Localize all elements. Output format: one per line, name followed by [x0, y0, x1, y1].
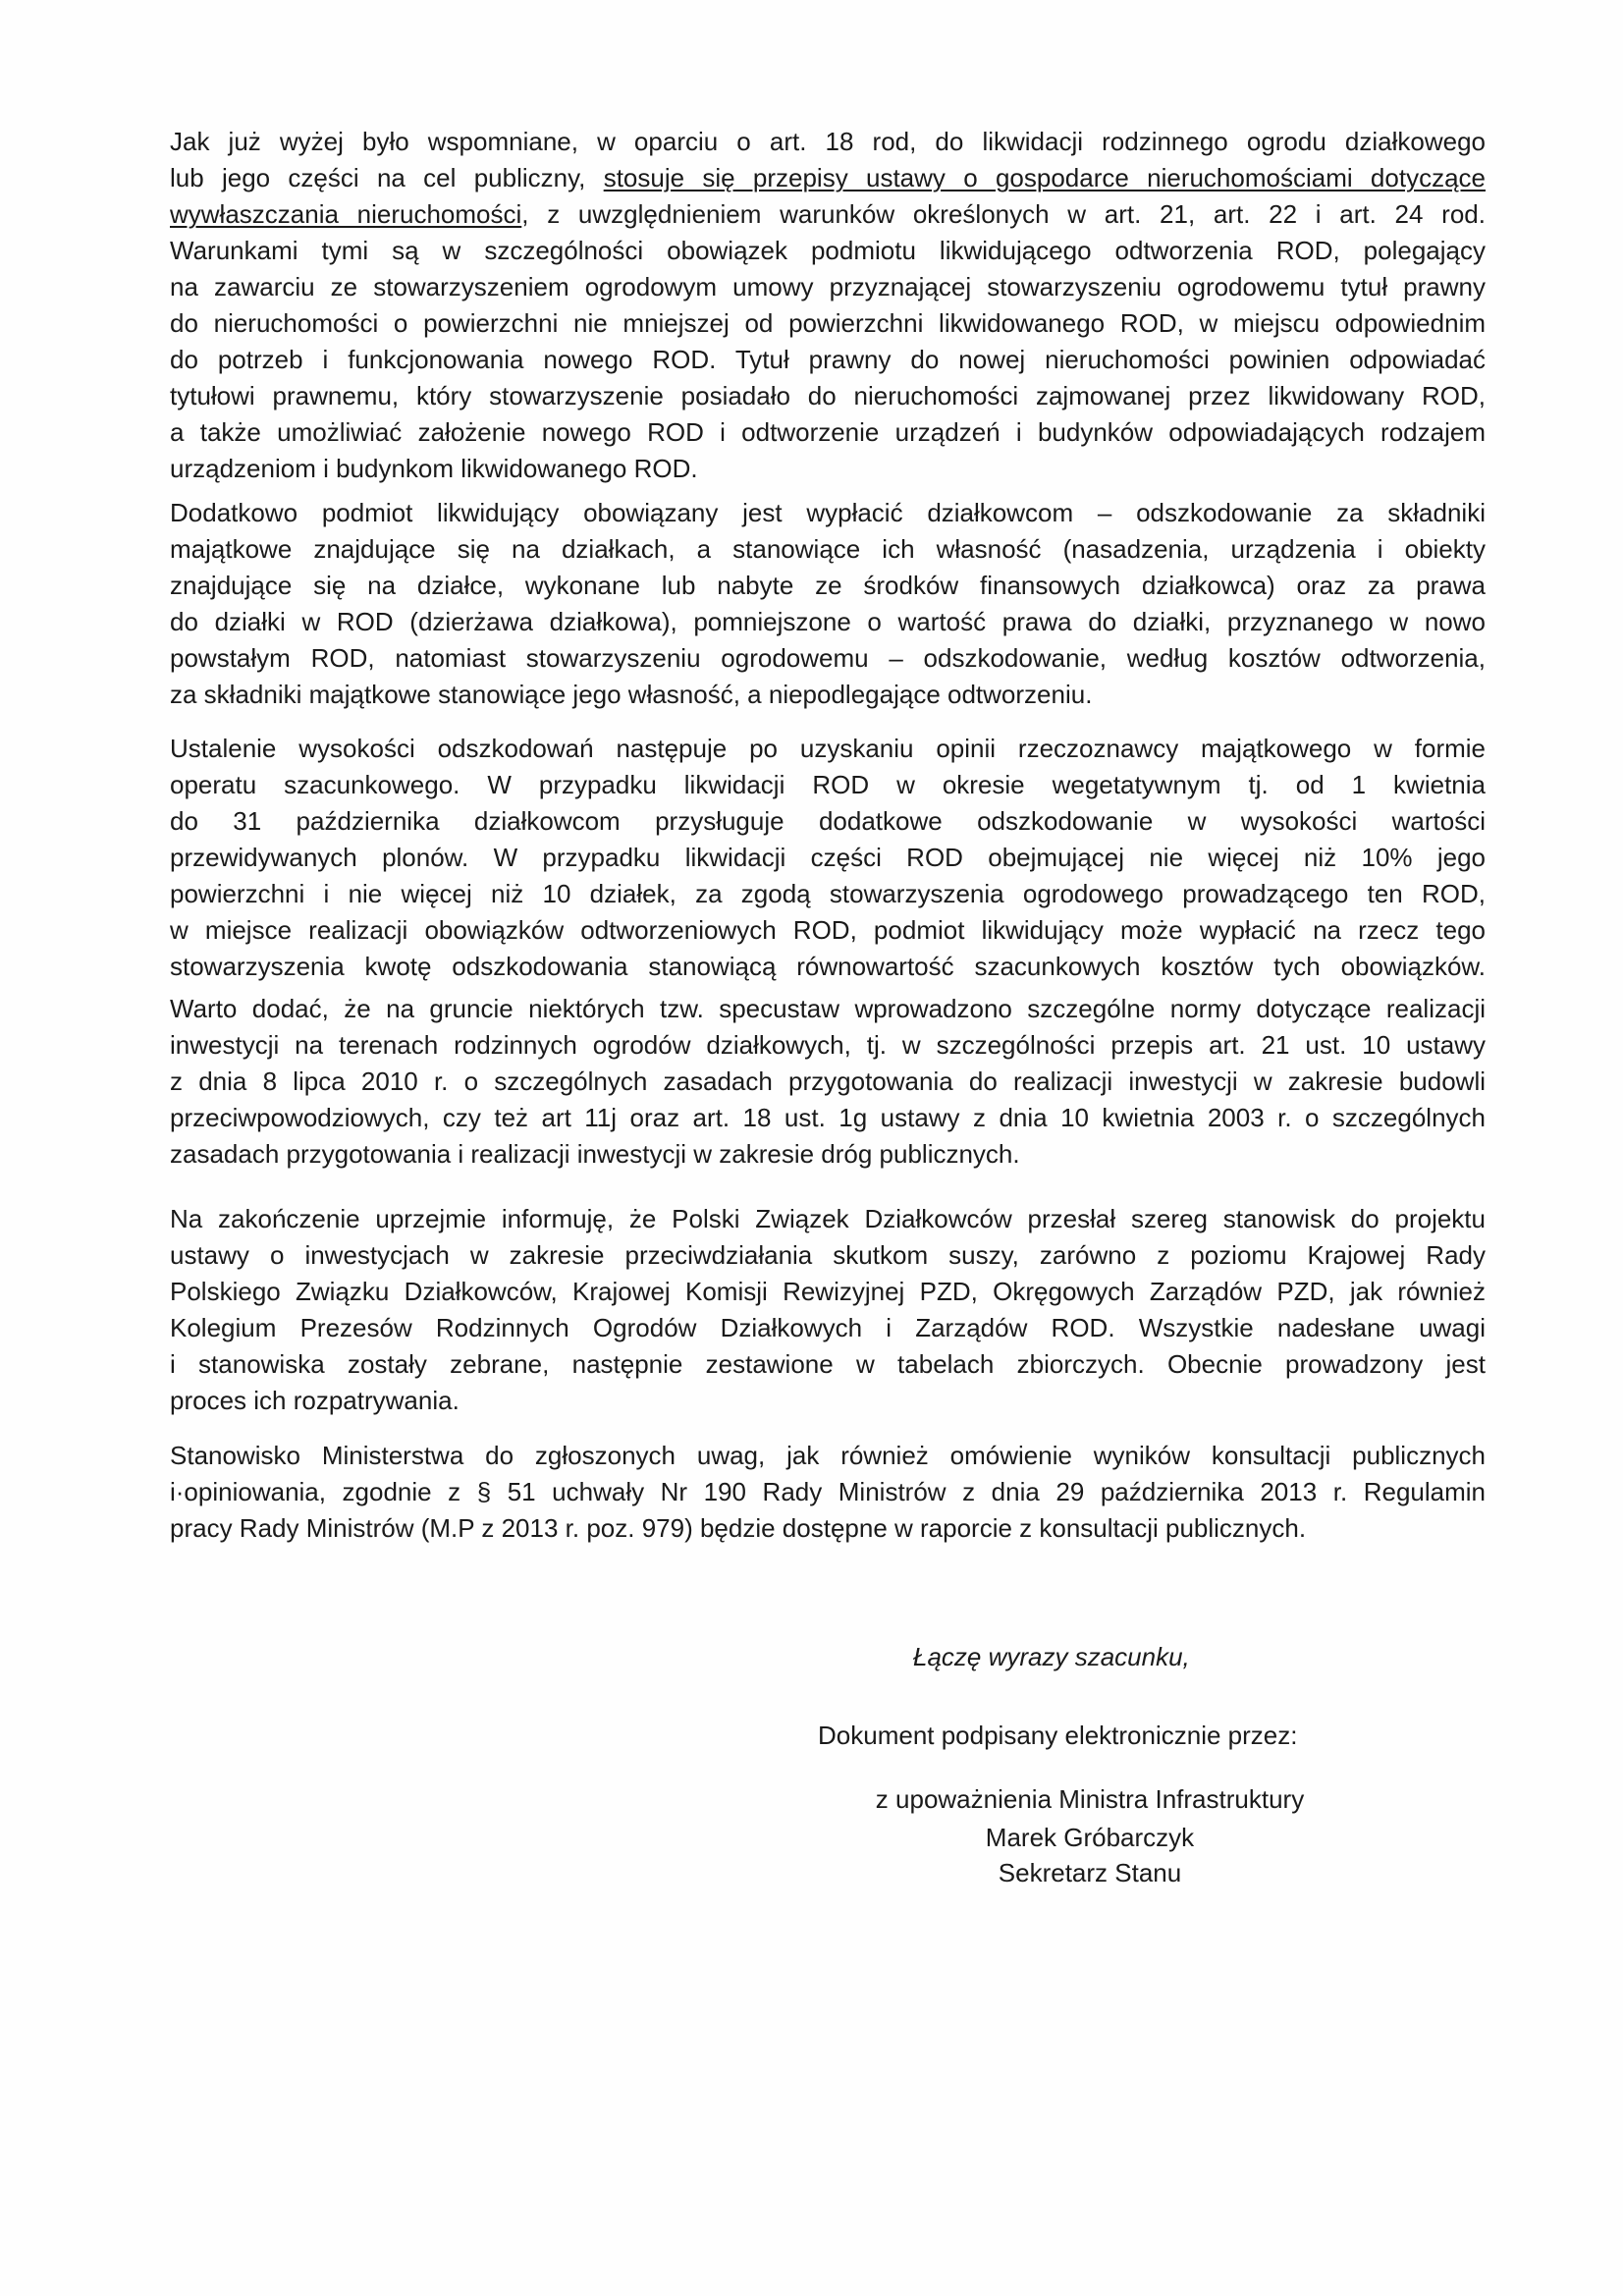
- underlined-text: wywłaszczania nieruchomości: [170, 199, 522, 229]
- text-line: Warunkami tymi są w szczególności obowiązek podmiotu likwidującego odtworzenia ROD, polegający: [170, 236, 1486, 265]
- text-line: i stanowiska zostały zebrane, następnie zestawione w tabelach zbiorczych. Obecnie prowadzony jest: [170, 1349, 1486, 1379]
- text-line: znajdujące się na działce, wykonane lub nabyte ze środków finansowych działkowca) oraz za prawa: [170, 571, 1486, 600]
- paragraph-2: [170, 495, 1486, 713]
- text-line: do działki w ROD (dzierżawa działkowa), pomniejszone o wartość prawa do działki, przyznanego w nowo: [170, 607, 1486, 636]
- text-line: Stanowisko Ministerstwa do zgłoszonych uwag, jak również omówienie wyników konsultacji publicznych: [170, 1441, 1486, 1470]
- text-line: ustawy o inwestycjach w zakresie przeciwdziałania skutkom suszy, zarówno z poziomu Krajowej Rady: [170, 1240, 1486, 1270]
- text-line: Warto dodać, że na gruncie niektórych tzw. specustaw wprowadzono szczególne normy dotyczące realizacji: [170, 994, 1486, 1023]
- paragraph-4: [170, 991, 1486, 1173]
- text-line: przewidywanych plonów. W przypadku likwidacji części ROD obejmującej nie więcej niż 10% jego: [170, 843, 1486, 872]
- text-line: operatu szacunkowego. W przypadku likwidacji ROD w okresie wegetatywnym tj. od 1 kwietnia: [170, 770, 1486, 799]
- text-line: w miejsce realizacji obowiązków odtworzeniowych ROD, podmiot likwidujący może wypłacić na rzecz tego: [170, 915, 1486, 945]
- text-line: Dodatkowo podmiot likwidujący obowiązany jest wypłacić działkowcom – odszkodowanie za składniki: [170, 498, 1486, 527]
- paragraph-5: [170, 1201, 1486, 1419]
- text-line: powstałym ROD, natomiast stowarzyszeniu ogrodowemu – odszkodowanie, według kosztów odtworzenia,: [170, 643, 1486, 673]
- paragraph-6: [170, 1438, 1486, 1547]
- text-line: urządzeniom i budynkom likwidowanego ROD.: [170, 454, 698, 483]
- signer-title: Sekretarz Stanu: [998, 1858, 1182, 1887]
- text-line: Polskiego Związku Działkowców, Krajowej Komisji Rewizyjnej PZD, Okręgowych Zarządów PZD, jak również: [170, 1277, 1486, 1306]
- text-line: Kolegium Prezesów Rodzinnych Ogrodów Działkowych i Zarządów ROD. Wszystkie nadesłane uwagi: [170, 1313, 1486, 1342]
- text-line: Ustalenie wysokości odszkodowań następuje po uzyskaniu opinii rzeczoznawcy majątkowego w formie: [170, 734, 1486, 763]
- paragraph-1: [170, 124, 1486, 487]
- text-line: Jak już wyżej było wspomniane, w oparciu o art. 18 rod, do likwidacji rodzinnego ogrodu działkowego: [170, 127, 1486, 156]
- text-line: [170, 196, 1486, 233]
- text-segment: lub jego części na cel publiczny,: [170, 163, 604, 192]
- underlined-text: stosuje się przepisy ustawy o gospodarce nieruchomościami dotyczące: [603, 163, 1486, 192]
- text-line: Na zakończenie uprzejmie informuję, że Polski Związek Działkowców przesłał szereg stanowisk do projektu: [170, 1204, 1486, 1233]
- text-line: [170, 160, 1486, 196]
- closing-salutation: Łączę wyrazy szacunku,: [913, 1642, 1190, 1671]
- text-line: do 31 października działkowcom przysługuje dodatkowe odszkodowanie w wysokości wartości: [170, 806, 1486, 836]
- text-line: majątkowe znajdujące się na działkach, a stanowiące ich własność (nasadzenia, urządzenia i obiekty: [170, 534, 1486, 564]
- text-segment: , z uwzględnieniem warunków określonych w art. 21, art. 22 i art. 24 rod.: [521, 199, 1486, 229]
- text-line: do potrzeb i funkcjonowania nowego ROD. Tytuł prawny do nowej nieruchomości powinien odpowiadać: [170, 345, 1486, 374]
- text-line: i·opiniowania, zgodnie z § 51 uchwały Nr 190 Rady Ministrów z dnia 29 października 2013 r. Regulamin: [170, 1477, 1486, 1506]
- signed-by-label: Dokument podpisany elektronicznie przez:: [818, 1721, 1298, 1750]
- text-line: pracy Rady Ministrów (M.P z 2013 r. poz. 979) będzie dostępne w raporcie z konsultacji publicznych.: [170, 1513, 1307, 1543]
- text-line: a także umożliwiać założenie nowego ROD i odtworzenie urządzeń i budynków odpowiadających rodzajem: [170, 417, 1486, 447]
- text-line: z dnia 8 lipca 2010 r. o szczególnych zasadach przygotowania do realizacji inwestycji w zakresie budowli: [170, 1066, 1486, 1096]
- text-line: zasadach przygotowania i realizacji inwestycji w zakresie dróg publicznych.: [170, 1139, 1020, 1169]
- text-line: przeciwpowodziowych, czy też art 11j oraz art. 18 ust. 1g ustawy z dnia 10 kwietnia 2003 r. o szczególnych: [170, 1103, 1486, 1132]
- text-line: do nieruchomości o powierzchni nie mniejszej od powierzchni likwidowanego ROD, w miejscu odpowiednim: [170, 308, 1486, 338]
- text-line: tytułowi prawnemu, który stowarzyszenie posiadało do nieruchomości zajmowanej przez likwidowany ROD,: [170, 381, 1486, 410]
- signer-name: Marek Gróbarczyk: [985, 1823, 1195, 1852]
- text-line: inwestycji na terenach rodzinnych ogrodów działkowych, tj. w szczególności przepis art. 21 ust. 10 ustawy: [170, 1030, 1486, 1060]
- text-line: powierzchni i nie więcej niż 10 działek, za zgodą stowarzyszenia ogrodowego prowadzącego ten ROD,: [170, 879, 1486, 908]
- text-line: na zawarciu ze stowarzyszeniem ogrodowym umowy przyznającej stowarzyszeniu ogrodowemu tytuł prawny: [170, 272, 1486, 301]
- text-line: za składniki majątkowe stanowiące jego własność, a niepodlegające odtworzeniu.: [170, 680, 1093, 709]
- text-line: proces ich rozpatrywania.: [170, 1386, 460, 1415]
- text-line: stowarzyszenia kwotę odszkodowania stanowiącą równowartość szacunkowych kosztów tych obowiązków.: [170, 952, 1486, 981]
- paragraph-3: [170, 731, 1486, 985]
- signer-authorization: z upoważnienia Ministra Infrastruktury: [875, 1784, 1305, 1814]
